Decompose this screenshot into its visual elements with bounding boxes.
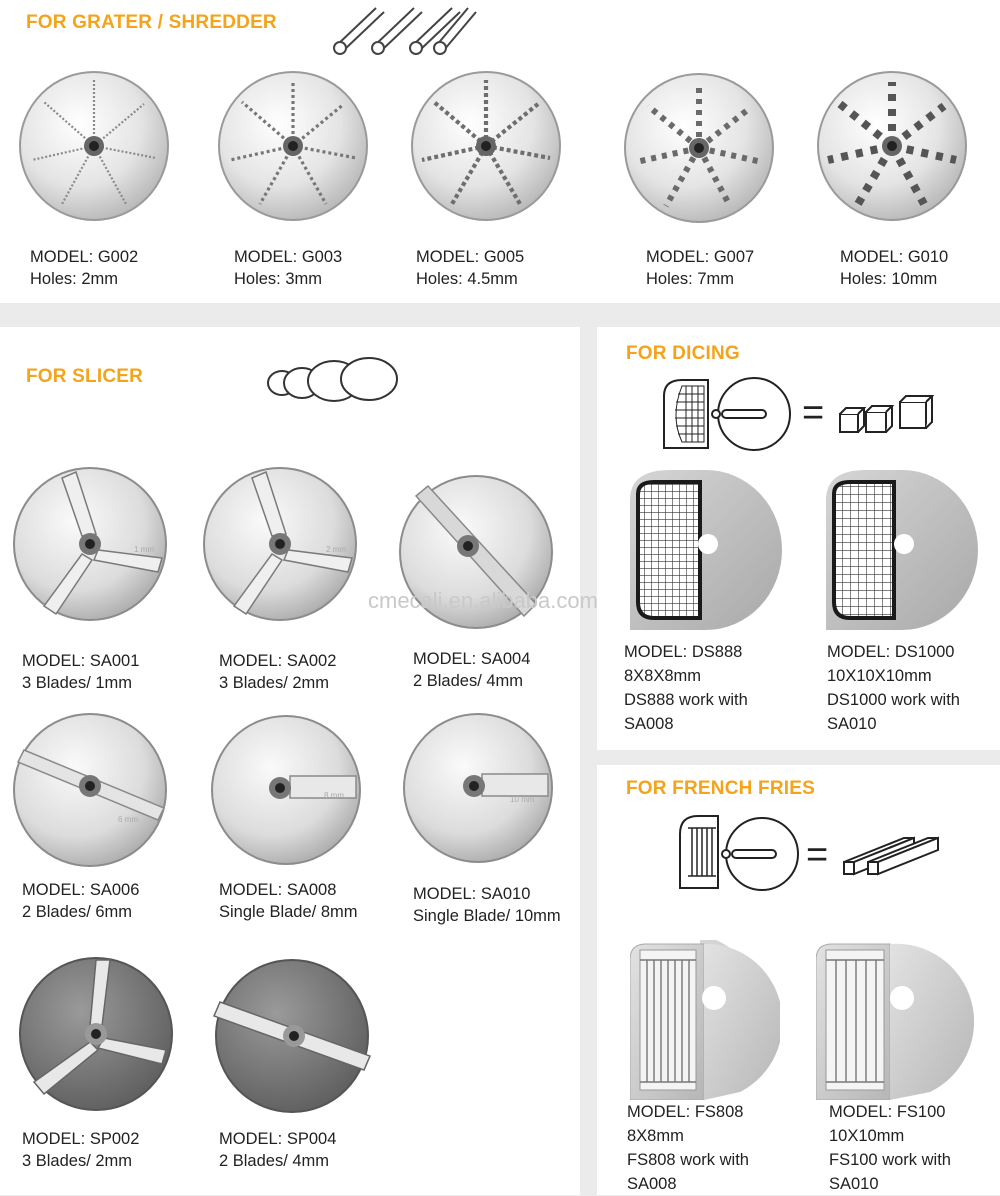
spec-label: 8X8X8mm [624,667,702,685]
plate-fs808-image [630,938,780,1100]
spec-label: Holes: 3mm [234,270,323,288]
model-label: MODEL: SP004 [219,1130,337,1148]
model-label: MODEL: SA008 [219,881,337,899]
caption-ds1000 [827,640,960,736]
caption-g007 [646,246,754,290]
model-label: MODEL: G003 [234,248,343,266]
disc-sa008-image [206,712,366,872]
spec-label: Holes: 4.5mm [416,270,518,288]
spec-label: Holes: 10mm [840,270,938,288]
caption-fs100 [829,1100,951,1196]
disc-g005-image [408,66,564,228]
caption-sa002 [219,650,336,694]
model-label: MODEL: FS100 [829,1103,946,1121]
caption-g003 [234,246,342,290]
blade-mark-sa008: 8 mm [324,791,344,800]
note-label: FS808 work with [627,1151,749,1169]
caption-sp002 [22,1128,139,1172]
blade-mark-sa001: 1 mm [134,545,154,554]
model-label: MODEL: SA006 [22,881,140,899]
pair-label: SA010 [827,715,877,733]
model-label: MODEL: G005 [416,248,525,266]
spec-label: 3 Blades/ 2mm [22,1152,133,1170]
model-label: MODEL: DS888 [624,643,743,661]
model-label: MODEL: DS1000 [827,643,955,661]
spec-label: 3 Blades/ 1mm [22,674,133,692]
spec-label: Single Blade/ 10mm [413,907,561,925]
disc-g007-image [620,68,778,228]
disc-g003-image [216,66,370,228]
model-label: MODEL: SA001 [22,652,140,670]
disc-g010-image [812,66,972,228]
model-label: MODEL: G010 [840,248,949,266]
spec-label: 2 Blades/ 4mm [219,1152,330,1170]
disc-g002-image [18,66,170,228]
watermark: cmecali.en.alibaba.com [368,588,598,613]
blade-mark-sa002: 2 mm [326,545,346,554]
dicing-diagram-icon [660,376,794,452]
dicing-equals-sign: = [802,392,825,434]
caption-sa010 [413,883,561,927]
caption-sa004 [413,648,530,692]
caption-sa001 [22,650,139,694]
pair-label: SA010 [829,1175,879,1193]
spec-label: Single Blade/ 8mm [219,903,358,921]
plate-ds1000-image [826,470,978,630]
fries-diagram-icon [676,812,800,892]
disc-sa002-image [198,464,362,630]
grater-section-title: FOR GRATER / SHREDDER [26,12,277,33]
model-label: MODEL: G007 [646,248,755,266]
caption-sa008 [219,879,358,923]
note-label: DS1000 work with [827,691,960,709]
disc-sa006-image [8,710,174,874]
model-label: MODEL: G002 [30,248,139,266]
slicer-discs-icon [264,355,400,405]
model-label: MODEL: SA010 [413,885,531,903]
spec-label: Holes: 2mm [30,270,119,288]
slicer-section-title: FOR SLICER [26,366,144,387]
caption-g002 [30,246,138,290]
blade-mark-sa010: 10 mm [510,795,535,804]
pair-label: SA008 [627,1175,677,1193]
spec-label: 8X8mm [627,1127,684,1145]
caption-fs808 [627,1100,749,1196]
shredder-rods-icon [328,2,480,56]
spec-label: 10X10mm [829,1127,905,1145]
model-label: MODEL: FS808 [627,1103,744,1121]
caption-sa006 [22,879,139,923]
plate-ds888-image [630,470,782,630]
caption-g010 [840,246,948,290]
dicing-section-title: FOR DICING [626,343,740,364]
spec-label: 3 Blades/ 2mm [219,674,330,692]
spec-label: 2 Blades/ 6mm [22,903,133,921]
caption-ds888 [624,640,748,736]
caption-sp004 [219,1128,336,1172]
dice-cubes-icon [836,392,936,436]
note-label: FS100 work with [829,1151,951,1169]
model-label: MODEL: SP002 [22,1130,140,1148]
note-label: DS888 work with [624,691,748,709]
pair-label: SA008 [624,715,674,733]
fries-section-title: FOR FRENCH FRIES [626,778,815,799]
caption-g005 [416,246,524,290]
disc-sa001-image [10,464,172,630]
disc-sp004-image [210,956,374,1120]
fries-equals-sign: = [806,834,829,876]
model-label: MODEL: SA002 [219,652,337,670]
blade-mark-sa006: 6 mm [118,815,138,824]
model-label: MODEL: SA004 [413,650,531,668]
fries-sticks-icon [838,830,946,880]
disc-sa010-image [398,708,558,872]
spec-label: 2 Blades/ 4mm [413,672,524,690]
plate-fs100-image [816,938,976,1100]
disc-sp002-image [14,954,180,1120]
spec-label: 10X10X10mm [827,667,932,685]
spec-label: Holes: 7mm [646,270,735,288]
